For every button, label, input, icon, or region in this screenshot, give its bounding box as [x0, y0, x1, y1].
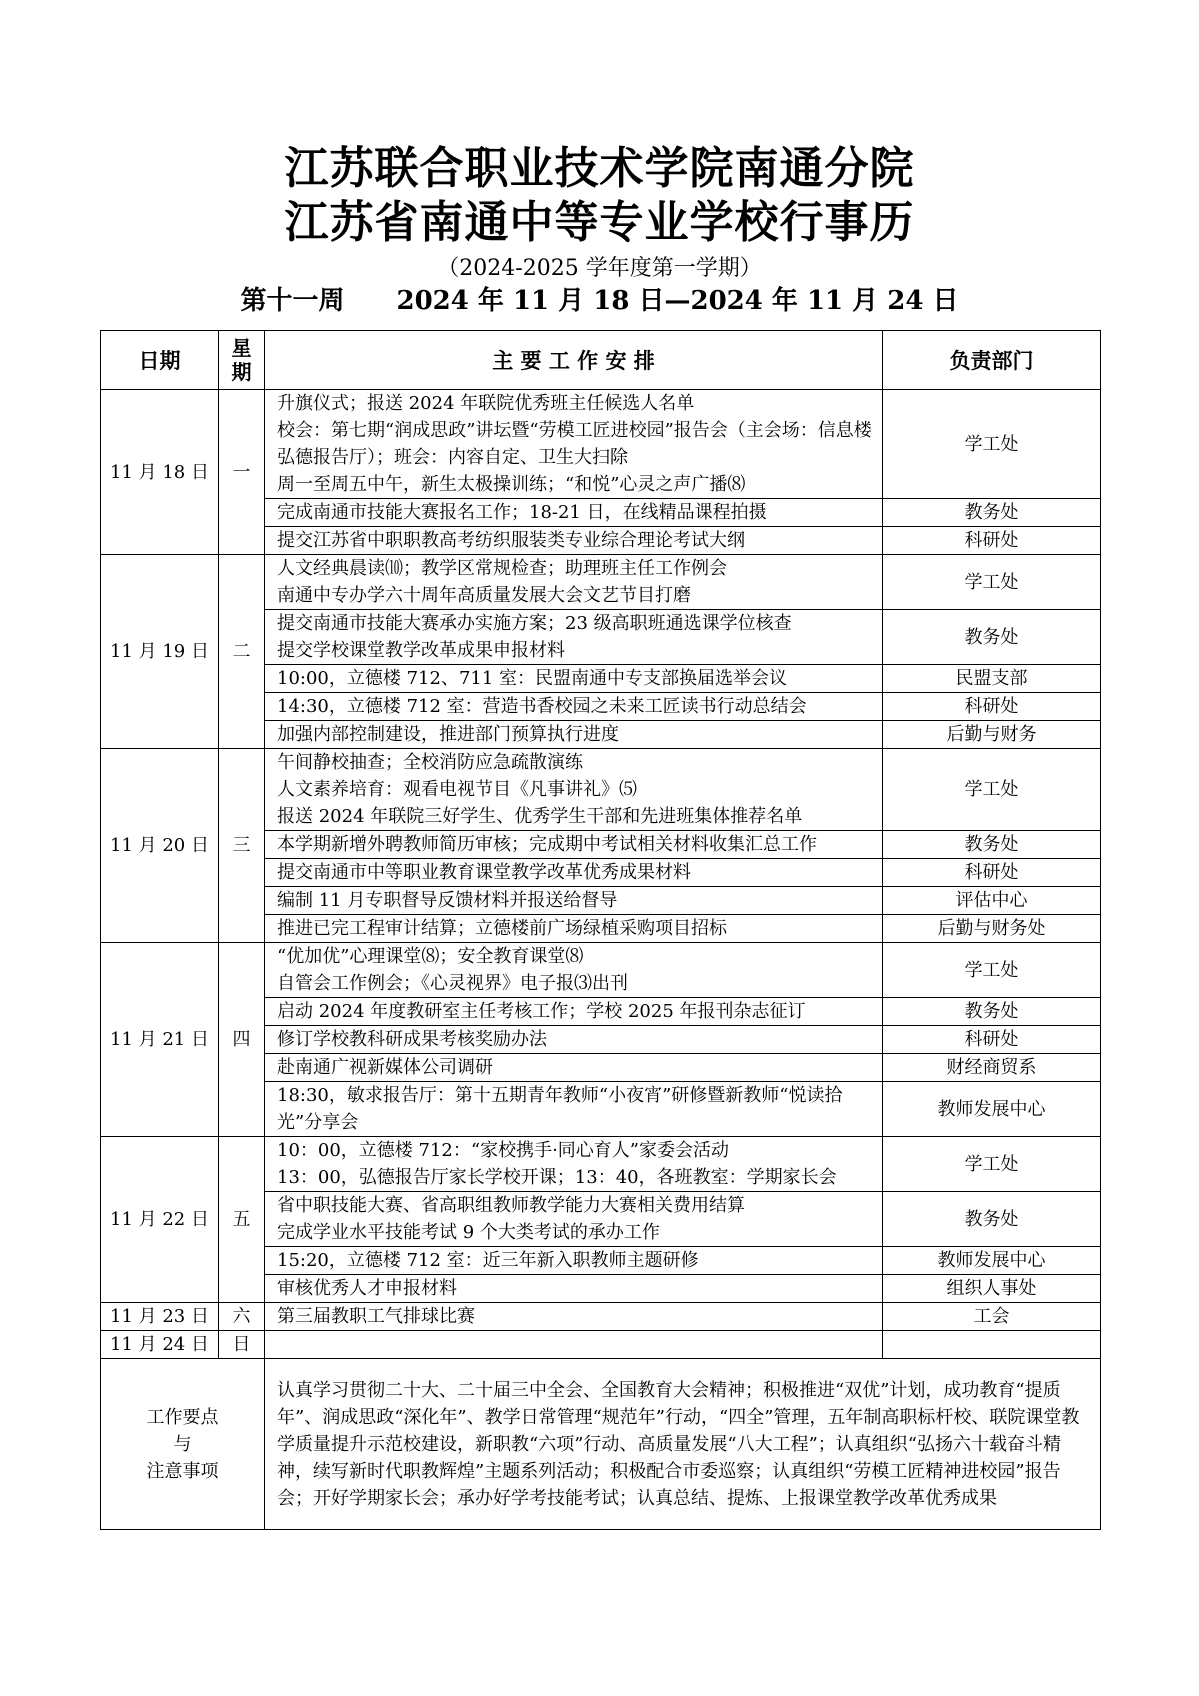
work-item-line: 10:00，立德楼 712、711 室：民盟南通中专支部换届选举会议: [277, 668, 788, 689]
work-item: [265, 693, 883, 721]
responsible-dept: 教务处: [883, 1192, 1101, 1247]
schedule-row: [101, 1137, 1101, 1192]
responsible-dept: 民盟支部: [883, 665, 1101, 693]
work-item: [265, 887, 883, 915]
header-weekday: [219, 331, 265, 390]
responsible-dept: 科研处: [883, 527, 1101, 555]
schedule-row: [101, 390, 1101, 499]
work-item-line: 报送 2024 年联院三好学生、优秀学生干部和先进班集体推荐名单: [277, 806, 803, 827]
day-weekday: 六: [219, 1303, 265, 1331]
work-item-line: 省中职技能大赛、省高职组教师教学能力大赛相关费用结算: [277, 1195, 745, 1216]
table-header-row: [101, 331, 1101, 390]
work-item-line: 完成学业水平技能考试 9 个大类考试的承办工作: [277, 1222, 660, 1243]
responsible-dept: 教师发展中心: [883, 1247, 1101, 1275]
day-date: 11 月 23 日: [101, 1303, 219, 1331]
work-item: [265, 1275, 883, 1303]
work-item-line: 18:30，敏求报告厅：第十五期青年教师“小夜宵”研修暨新教师“悦读拾光”分享会: [277, 1085, 843, 1133]
work-item: [265, 1137, 883, 1192]
header-dept: 负责部门: [883, 331, 1101, 390]
work-item-line: 编制 11 月专职督导反馈材料并报送给督导: [277, 890, 618, 911]
header-work: 主 要 工 作 安 排: [265, 331, 883, 390]
day-date: 11 月 21 日: [101, 943, 219, 1137]
responsible-dept: 财经商贸系: [883, 1054, 1101, 1082]
day-weekday: 三: [219, 749, 265, 943]
day-weekday: 四: [219, 943, 265, 1137]
work-item: [265, 943, 883, 998]
work-item-line: 提交学校课堂教学改革成果申报材料: [277, 640, 565, 661]
work-item-line: 提交南通市中等职业教育课堂教学改革优秀成果材料: [277, 862, 691, 883]
responsible-dept: 学工处: [883, 749, 1101, 831]
responsible-dept: 学工处: [883, 1137, 1101, 1192]
day-weekday: 五: [219, 1137, 265, 1303]
work-item-line: 周一至周五中午，新生太极操训练；“和悦”心灵之声广播⑻: [277, 474, 746, 495]
responsible-dept: 科研处: [883, 1026, 1101, 1054]
work-item-line: 15:20，立德楼 712 室：近三年新入职教师主题研修: [277, 1250, 699, 1271]
notes-row: [101, 1359, 1101, 1530]
work-item: [265, 1054, 883, 1082]
day-date: 11 月 19 日: [101, 555, 219, 749]
work-item: [265, 915, 883, 943]
day-date: 11 月 22 日: [101, 1137, 219, 1303]
work-item: [265, 721, 883, 749]
schedule-row: [101, 749, 1101, 831]
work-item: [265, 1247, 883, 1275]
work-item-line: 赴南通广视新媒体公司调研: [277, 1057, 493, 1078]
schedule-row: [101, 555, 1101, 610]
day-date: 11 月 20 日: [101, 749, 219, 943]
notes-label-2: 与: [173, 1433, 192, 1455]
school-title-line2: 江苏省南通中等专业学校行事历: [284, 197, 915, 248]
schedule-table: [100, 330, 1101, 1530]
work-item: [265, 859, 883, 887]
work-item: [265, 998, 883, 1026]
responsible-dept: 教务处: [883, 610, 1101, 665]
work-item-line: 午间静校抽查；全校消防应急疏散演练: [277, 752, 583, 773]
day-date: 11 月 18 日: [101, 390, 219, 555]
notes-label: [101, 1359, 265, 1530]
work-item: [265, 1303, 883, 1331]
responsible-dept: 组织人事处: [883, 1275, 1101, 1303]
responsible-dept: 科研处: [883, 693, 1101, 721]
work-item-line: 人文经典晨读⑽；教学区常规检查；助理班主任工作例会: [277, 558, 727, 579]
schedule-body: [101, 390, 1101, 1359]
schedule-row: [101, 943, 1101, 998]
work-item-line: 升旗仪式；报送 2024 年联院优秀班主任候选人名单: [277, 393, 695, 414]
work-item-line: 启动 2024 年度教研室主任考核工作；学校 2025 年报刊杂志征订: [277, 1001, 806, 1022]
responsible-dept: 教务处: [883, 831, 1101, 859]
responsible-dept: 教师发展中心: [883, 1082, 1101, 1137]
responsible-dept: 后勤与财务处: [883, 915, 1101, 943]
notes-text: 认真学习贯彻二十大、二十届三中全会、全国教育大会精神；积极推进“双优”计划，成功教育“提质年”、润成思政“深化年”、教学日常管理“规范年”行动，“四全”管理，五年制高职标杆校、联院课堂教学质量提升示范校建设，新职教“六项”行动、高质量发展“八大工程”；认真组织“弘扬六十载奋斗精神，续写新时代职教辉煌”主题系列活动；积极配合市委巡察；认真组织“劳模工匠精神进校园”报告会；开好学期家长会；承办好学考技能考试；认真总结、提炼、上报课堂教学改革优秀成果: [265, 1359, 1101, 1530]
work-item: [265, 1192, 883, 1247]
header-date: 日期: [101, 331, 219, 390]
notes-label-1: 工作要点: [146, 1406, 219, 1428]
responsible-dept: 学工处: [883, 390, 1101, 499]
responsible-dept: 教务处: [883, 998, 1101, 1026]
work-item: [265, 390, 883, 499]
header-weekday-2: 期: [231, 360, 252, 384]
work-item-line: “优加优”心理课堂⑻；安全教育课堂⑻: [277, 946, 584, 967]
work-item-line: 自管会工作例会；《心灵视界》电子报⑶出刊: [277, 973, 628, 994]
notes-label-3: 注意事项: [146, 1460, 219, 1482]
work-item-line: 南通中专办学六十周年高质量发展大会文艺节目打磨: [277, 585, 691, 606]
responsible-dept: 教务处: [883, 499, 1101, 527]
work-item: [265, 831, 883, 859]
day-weekday: 日: [219, 1331, 265, 1359]
responsible-dept: 工会: [883, 1303, 1101, 1331]
work-item: [265, 749, 883, 831]
term-subtitle: （2024-2025 学年度第一学期）: [437, 256, 762, 281]
responsible-dept: 后勤与财务: [883, 721, 1101, 749]
work-item: [265, 1082, 883, 1137]
schedule-row: [101, 1331, 1101, 1359]
work-item: [265, 1026, 883, 1054]
work-item-line: 第三届教职工气排球比赛: [277, 1306, 475, 1327]
day-weekday: 二: [219, 555, 265, 749]
work-item: [265, 665, 883, 693]
header-weekday-1: 星: [231, 336, 252, 360]
responsible-dept: 学工处: [883, 555, 1101, 610]
schedule-row: [101, 1303, 1101, 1331]
responsible-dept: 评估中心: [883, 887, 1101, 915]
work-item-line: 加强内部控制建设，推进部门预算执行进度: [277, 724, 619, 745]
work-item-line: 13：00，弘德报告厅家长学校开课；13：40，各班教室：学期家长会: [277, 1167, 837, 1188]
work-item: [265, 1331, 883, 1359]
day-weekday: 一: [219, 390, 265, 555]
work-item-line: 14:30，立德楼 712 室：营造书香校园之未来工匠读书行动总结会: [277, 696, 807, 717]
work-item-line: 提交南通市技能大赛承办实施方案；23 级高职班通选课学位核查: [277, 613, 792, 634]
work-item-line: 校会：第七期“润成思政”讲坛暨“劳模工匠进校园”报告会（主会场：信息楼弘德报告厅）；班会：内容自定、卫生大扫除: [277, 420, 872, 468]
work-item-line: 推进已完工程审计结算；立德楼前广场绿植采购项目招标: [277, 918, 727, 939]
work-item: [265, 610, 883, 665]
work-item: [265, 499, 883, 527]
work-item-line: 本学期新增外聘教师简历审核；完成期中考试相关材料收集汇总工作: [277, 834, 817, 855]
work-item-line: 人文素养培育：观看电视节目《凡事讲礼》⑸: [277, 779, 637, 800]
responsible-dept: 学工处: [883, 943, 1101, 998]
day-date: 11 月 24 日: [101, 1331, 219, 1359]
work-item-line: 修订学校教科研成果考核奖励办法: [277, 1029, 547, 1050]
responsible-dept: [883, 1331, 1101, 1359]
work-item-line: 完成南通市技能大赛报名工作；18-21 日，在线精品课程拍摄: [277, 502, 767, 523]
work-item: [265, 527, 883, 555]
school-title-line1: 江苏联合职业技术学院南通分院: [284, 143, 915, 194]
work-item-line: 10：00，立德楼 712：“家校携手·同心育人”家委会活动: [277, 1140, 730, 1161]
responsible-dept: 科研处: [883, 859, 1101, 887]
work-item-line: 审核优秀人才申报材料: [277, 1278, 457, 1299]
work-item-line: 提交江苏省中职职教高考纺织服装类专业综合理论考试大纲: [277, 530, 745, 551]
work-item: [265, 555, 883, 610]
week-range: 第十一周 2024 年 11 月 18 日—2024 年 11 月 24 日: [240, 286, 959, 316]
